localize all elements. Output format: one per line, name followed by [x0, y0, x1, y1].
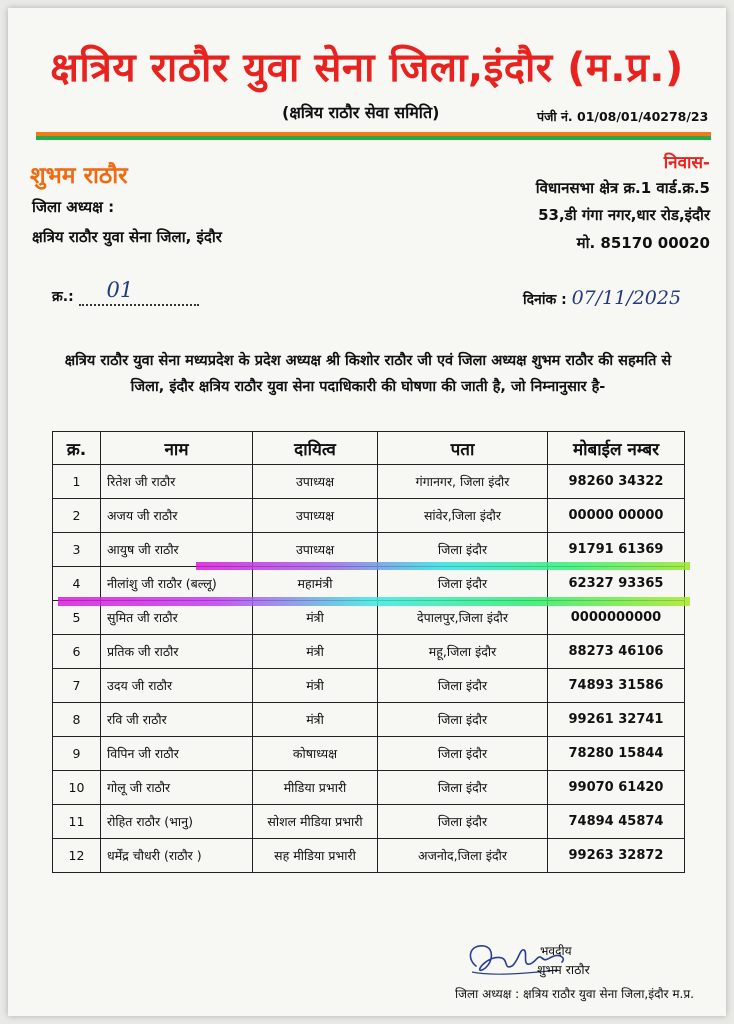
registration-number: पंजी नं. 01/08/01/40278/23 — [537, 109, 709, 124]
cell-name: रितेश जी राठौर — [101, 465, 253, 499]
date-label: दिनांक : — [523, 292, 567, 308]
highlighter-mark-bottom — [58, 597, 690, 606]
cell-mobile: 78280 15844 — [548, 737, 685, 771]
signatory-name: शुभम राठौर — [537, 962, 590, 977]
cell-serial: 10 — [53, 771, 101, 805]
serial-dotted-line — [79, 278, 199, 306]
cell-responsibility: सह मीडिया प्रभारी — [253, 839, 378, 873]
cell-address: सांवेर,जिला इंदौर — [378, 499, 548, 533]
cell-mobile: 74894 45874 — [548, 805, 685, 839]
cell-address: देपालपुर,जिला इंदौर — [378, 601, 548, 635]
cell-responsibility: मंत्री — [253, 601, 378, 635]
date-value: 07/11/2025 — [571, 287, 682, 309]
cell-address: जिला इंदौर — [378, 805, 548, 839]
cell-responsibility: सोशल मीडिया प्रभारी — [253, 805, 378, 839]
cell-responsibility: मंत्री — [253, 669, 378, 703]
cell-responsibility: उपाध्यक्ष — [253, 465, 378, 499]
date-field — [523, 287, 681, 309]
cell-name: गोलू जी राठौर — [101, 771, 253, 805]
residence-label: निवास- — [663, 153, 710, 173]
sender-organization: क्षत्रिय राठौर युवा सेना जिला, इंदौर — [32, 228, 222, 246]
residence-phone: मो. 85170 00020 — [576, 234, 710, 252]
cell-responsibility: मंत्री — [253, 635, 378, 669]
cell-name: धर्मेंद्र चौधरी (राठौर ) — [101, 839, 253, 873]
cell-mobile: 99263 32872 — [548, 839, 685, 873]
cell-name: विपिन जी राठौर — [101, 737, 253, 771]
serial-value: 01 — [106, 278, 134, 302]
cell-address: जिला इंदौर — [378, 737, 548, 771]
table-row — [53, 635, 685, 669]
cell-responsibility: मीडिया प्रभारी — [253, 771, 378, 805]
cell-serial: 1 — [53, 465, 101, 499]
cell-address: जिला इंदौर — [378, 567, 548, 601]
organization-subtitle: (क्षत्रिय राठौर सेवा समिति) — [282, 103, 440, 122]
cell-serial: 5 — [53, 601, 101, 635]
cell-address: जिला इंदौर — [378, 771, 548, 805]
header-address: पता — [378, 432, 548, 465]
serial-field — [52, 278, 199, 306]
header-name: नाम — [101, 432, 253, 465]
organization-title: क्षत्रिय राठौर युवा सेना जिला,इंदौर (म.प्र.) — [50, 45, 684, 91]
header-responsibility: दायित्व — [253, 432, 378, 465]
residence-address-line1: विधानसभा क्षेत्र क्र.1 वार्ड.क्र.5 — [535, 179, 710, 197]
cell-address: अजनोद,जिला इंदौर — [378, 839, 548, 873]
cell-mobile: 88273 46106 — [548, 635, 685, 669]
cell-name: उदय जी राठौर — [101, 669, 253, 703]
serial-label: क्र.: — [52, 289, 74, 305]
cell-mobile: 00000 00000 — [548, 499, 685, 533]
sender-designation: जिला अध्यक्ष : — [32, 198, 115, 216]
header-mobile: मोबाईल नम्बर — [548, 432, 685, 465]
table-row — [53, 567, 685, 601]
cell-serial: 12 — [53, 839, 101, 873]
table-row — [53, 465, 685, 499]
table-row — [53, 737, 685, 771]
cell-address: गंगानगर, जिला इंदौर — [378, 465, 548, 499]
cell-mobile: 98260 34322 — [548, 465, 685, 499]
cell-serial: 6 — [53, 635, 101, 669]
cell-address: जिला इंदौर — [378, 533, 548, 567]
announcement-paragraph: क्षत्रिय राठौर युवा सेना मध्यप्रदेश के प्रदेश अध्यक्ष श्री किशोर राठौर जी एवं जिला अध्यक्ष शुभम राठौर की सहमति से जिला, इंदौर क्षत्रिय राठौर युवा सेना पदाधिकारी की घोषणा की जाती है, जो निम्नानुसार है- — [64, 353, 672, 395]
cell-serial: 3 — [53, 533, 101, 567]
cell-address: महू,जिला इंदौर — [378, 635, 548, 669]
cell-name: अजय जी राठौर — [101, 499, 253, 533]
cell-responsibility: उपाध्यक्ष — [253, 499, 378, 533]
cell-serial: 2 — [53, 499, 101, 533]
cell-serial: 7 — [53, 669, 101, 703]
table-row — [53, 669, 685, 703]
header-divider-green — [36, 136, 711, 140]
cell-mobile: 91791 61369 — [548, 533, 685, 567]
cell-address: जिला इंदौर — [378, 669, 548, 703]
closing-label: भवदीय — [540, 944, 572, 958]
cell-mobile: 99070 61420 — [548, 771, 685, 805]
sender-name: शुभम राठौर — [30, 163, 128, 189]
cell-name: रवि जी राठौर — [101, 703, 253, 737]
table-row — [53, 805, 685, 839]
cell-name: नीलांशु जी राठौर (बल्लू) — [101, 567, 253, 601]
cell-mobile: 74893 31586 — [548, 669, 685, 703]
cell-responsibility: महामंत्री — [253, 567, 378, 601]
cell-serial: 8 — [53, 703, 101, 737]
highlighter-mark-top — [196, 562, 690, 570]
cell-serial: 4 — [53, 567, 101, 601]
office-bearers-table — [52, 431, 685, 873]
cell-mobile: 99261 32741 — [548, 703, 685, 737]
cell-responsibility: मंत्री — [253, 703, 378, 737]
cell-responsibility: कोषाध्यक्ष — [253, 737, 378, 771]
table-row — [53, 703, 685, 737]
table-header-row — [53, 432, 685, 465]
cell-name: प्रतिक जी राठौर — [101, 635, 253, 669]
table-row — [53, 839, 685, 873]
cell-mobile: 0000000000 — [548, 601, 685, 635]
signatory-footer: जिला अध्यक्ष : क्षत्रिय राठौर युवा सेना जिला,इंदौर म.प्र. — [455, 987, 694, 1001]
cell-serial: 11 — [53, 805, 101, 839]
cell-responsibility: उपाध्यक्ष — [253, 533, 378, 567]
cell-name: आयुष जी राठौर — [101, 533, 253, 567]
cell-name: रोहित राठौर (भानु) — [101, 805, 253, 839]
cell-mobile: 62327 93365 — [548, 567, 685, 601]
cell-name: सुमित जी राठौर — [101, 601, 253, 635]
residence-address-line2: 53,डी गंगा नगर,धार रोड,इंदौर — [538, 206, 710, 224]
cell-serial: 9 — [53, 737, 101, 771]
table-row — [53, 499, 685, 533]
table-row — [53, 771, 685, 805]
header-serial: क्र. — [53, 432, 101, 465]
cell-address: जिला इंदौर — [378, 703, 548, 737]
